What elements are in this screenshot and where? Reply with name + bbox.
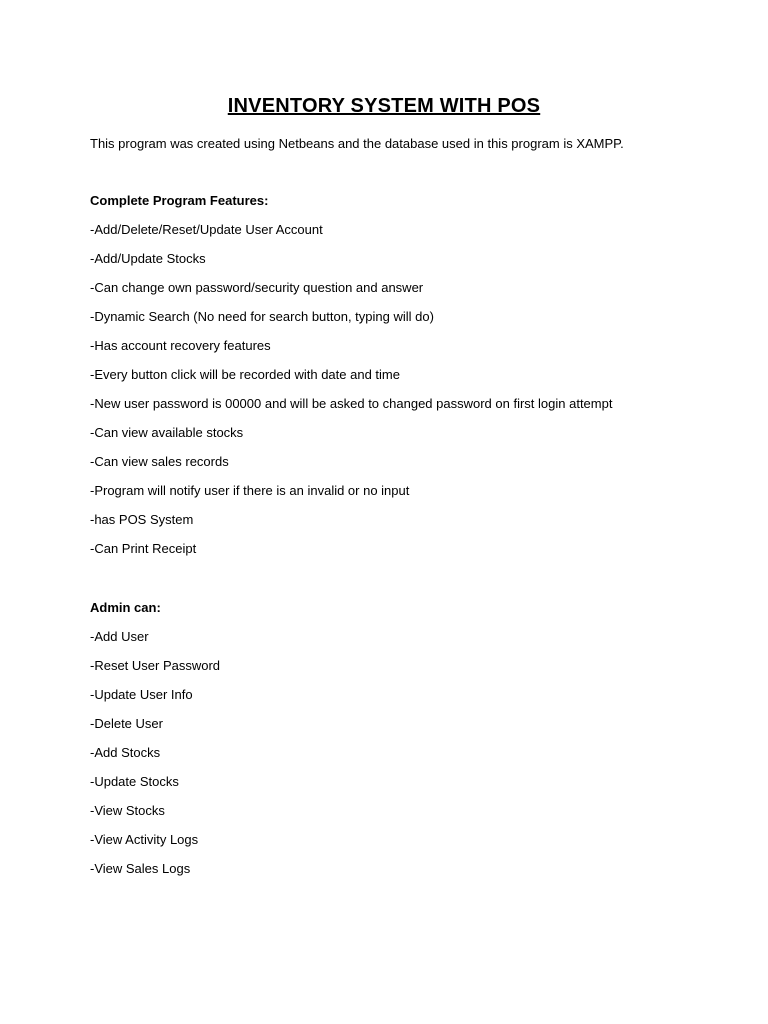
feature-item: -Can view sales records xyxy=(90,454,229,469)
feature-item: -Can Print Receipt xyxy=(90,541,197,556)
feature-item: -Add/Update Stocks xyxy=(90,251,206,266)
features-list xyxy=(90,222,612,570)
intro-paragraph: This program was created using Netbeans and the database used in this program is XAMPP. xyxy=(90,136,624,151)
feature-item: -Every button click will be recorded with date and time xyxy=(90,367,400,382)
admin-item: -Add User xyxy=(90,629,149,644)
feature-item: -Has account recovery features xyxy=(90,338,271,353)
admin-item: -View Activity Logs xyxy=(90,832,199,847)
feature-item: -Can change own password/security question and answer xyxy=(90,280,424,295)
admin-list xyxy=(90,629,220,890)
admin-item: -Delete User xyxy=(90,716,163,731)
feature-item: -Dynamic Search (No need for search button, typing will do) xyxy=(90,309,434,324)
admin-item: -View Sales Logs xyxy=(90,861,191,876)
admin-item: -View Stocks xyxy=(90,803,165,818)
feature-item: -Can view available stocks xyxy=(90,425,244,440)
admin-item: -Update Stocks xyxy=(90,774,179,789)
admin-heading: Admin can: xyxy=(90,600,161,615)
admin-item: -Reset User Password xyxy=(90,658,221,673)
document-title: INVENTORY SYSTEM WITH POS xyxy=(227,95,541,117)
admin-item: -Add Stocks xyxy=(90,745,161,760)
feature-item: -Add/Delete/Reset/Update User Account xyxy=(90,222,323,237)
features-heading: Complete Program Features: xyxy=(90,193,269,208)
feature-item: -New user password is 00000 and will be asked to changed password on first login attempt xyxy=(90,396,613,411)
feature-item: -Program will notify user if there is an invalid or no input xyxy=(90,483,410,498)
admin-item: -Update User Info xyxy=(90,687,193,702)
feature-item: -has POS System xyxy=(90,512,194,527)
